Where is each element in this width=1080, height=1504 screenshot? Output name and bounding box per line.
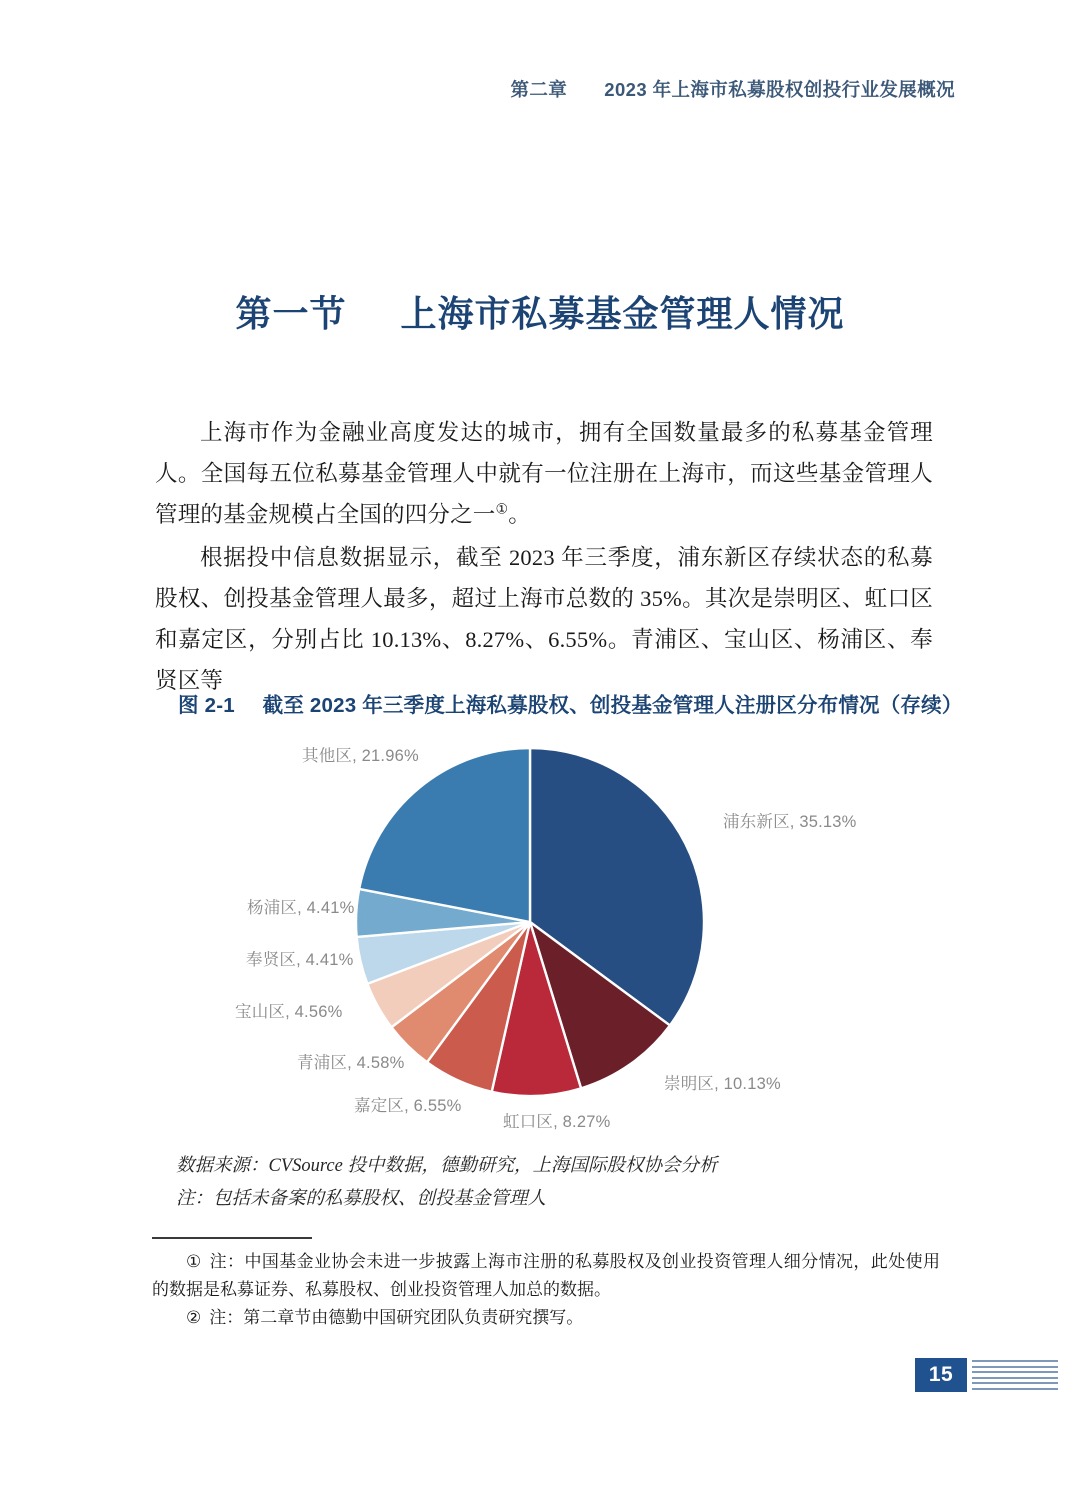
footer-decoration-lines	[972, 1358, 1058, 1392]
figure-title: 截至 2023 年三季度上海私募股权、创投基金管理人注册区分布情况（存续）	[262, 694, 963, 717]
paragraph-2: 根据投中信息数据显示，截至 2023 年三季度，浦东新区存续状态的私募股权、创投基金管理人最多，超过上海市总数的 35%。其次是崇明区、虹口区和嘉定区，分别占比 10.13%、8.27%、6.55%。青浦区、宝山区、杨浦区、奉贤区等	[155, 545, 933, 693]
pie-label-chongmingqu: 崇明区, 10.13%	[664, 1075, 781, 1093]
footnote-item-2	[152, 1304, 940, 1332]
footnote-marker-2: ②	[186, 1308, 202, 1327]
section-title	[0, 286, 1080, 337]
footnote-text-1: 注：中国基金业协会未进一步披露上海市注册的私募股权及创业投资管理人细分情况，此处使用的数据是私募证券、私募股权、创业投资管理人加总的数据。	[152, 1252, 940, 1299]
pie-chart-svg	[140, 730, 940, 1140]
paragraph-1	[155, 412, 933, 535]
running-header	[511, 76, 956, 102]
pie-label-hongkouqu: 虹口区, 8.27%	[503, 1113, 611, 1131]
page-footer	[915, 1358, 1058, 1392]
footnote-ref-1: ①	[495, 502, 509, 518]
running-header-title: 2023 年上海市私募股权创投行业发展概况	[604, 79, 955, 100]
figure-source: 数据来源：CVSource 投中数据，德勤研究，上海国际股权协会分析	[176, 1156, 718, 1176]
footnote-text-2: 注：第二章节由德勤中国研究团队负责研究撰写。	[209, 1308, 584, 1327]
figure-note: 注：包括未备案的私募股权、创投基金管理人	[176, 1189, 547, 1209]
paragraph-1-text: 上海市作为金融业高度发达的城市，拥有全国数量最多的私募基金管理人。全国每五位私募基金管理人中就有一位注册在上海市，而这些基金管理人管理的基金规模占全国的四分之一	[155, 420, 933, 527]
footnote-item-1	[152, 1248, 940, 1304]
pie-label-qingpuqu: 青浦区, 4.58%	[297, 1054, 405, 1072]
page-number: 15	[915, 1358, 967, 1392]
pie-label-fengxianqu: 奉贤区, 4.41%	[246, 951, 354, 969]
paragraph-1-terminator: 。	[508, 502, 531, 527]
section-heading-text: 上海市私募基金管理人情况	[400, 294, 845, 334]
pie-chart	[140, 730, 940, 1140]
footnote-list	[152, 1248, 940, 1332]
pie-label-qitaqu: 其他区, 21.96%	[302, 747, 419, 765]
pie-label-baoshanqu: 宝山区, 4.56%	[235, 1003, 343, 1021]
figure-caption	[178, 688, 963, 718]
pie-label-yangpuqu: 杨浦区, 4.41%	[247, 899, 355, 917]
footnote-marker-1: ①	[186, 1252, 202, 1271]
figure-number: 图 2-1	[178, 694, 235, 717]
body-text	[155, 412, 933, 701]
pie-label-pudongxinqu: 浦东新区, 35.13%	[723, 813, 857, 831]
section-number: 第一节	[235, 294, 347, 334]
figure-source-notes	[176, 1150, 717, 1216]
pie-label-jiadingqu: 嘉定区, 6.55%	[354, 1097, 462, 1115]
running-header-chapter: 第二章	[510, 79, 568, 100]
footnote-divider	[152, 1237, 312, 1239]
